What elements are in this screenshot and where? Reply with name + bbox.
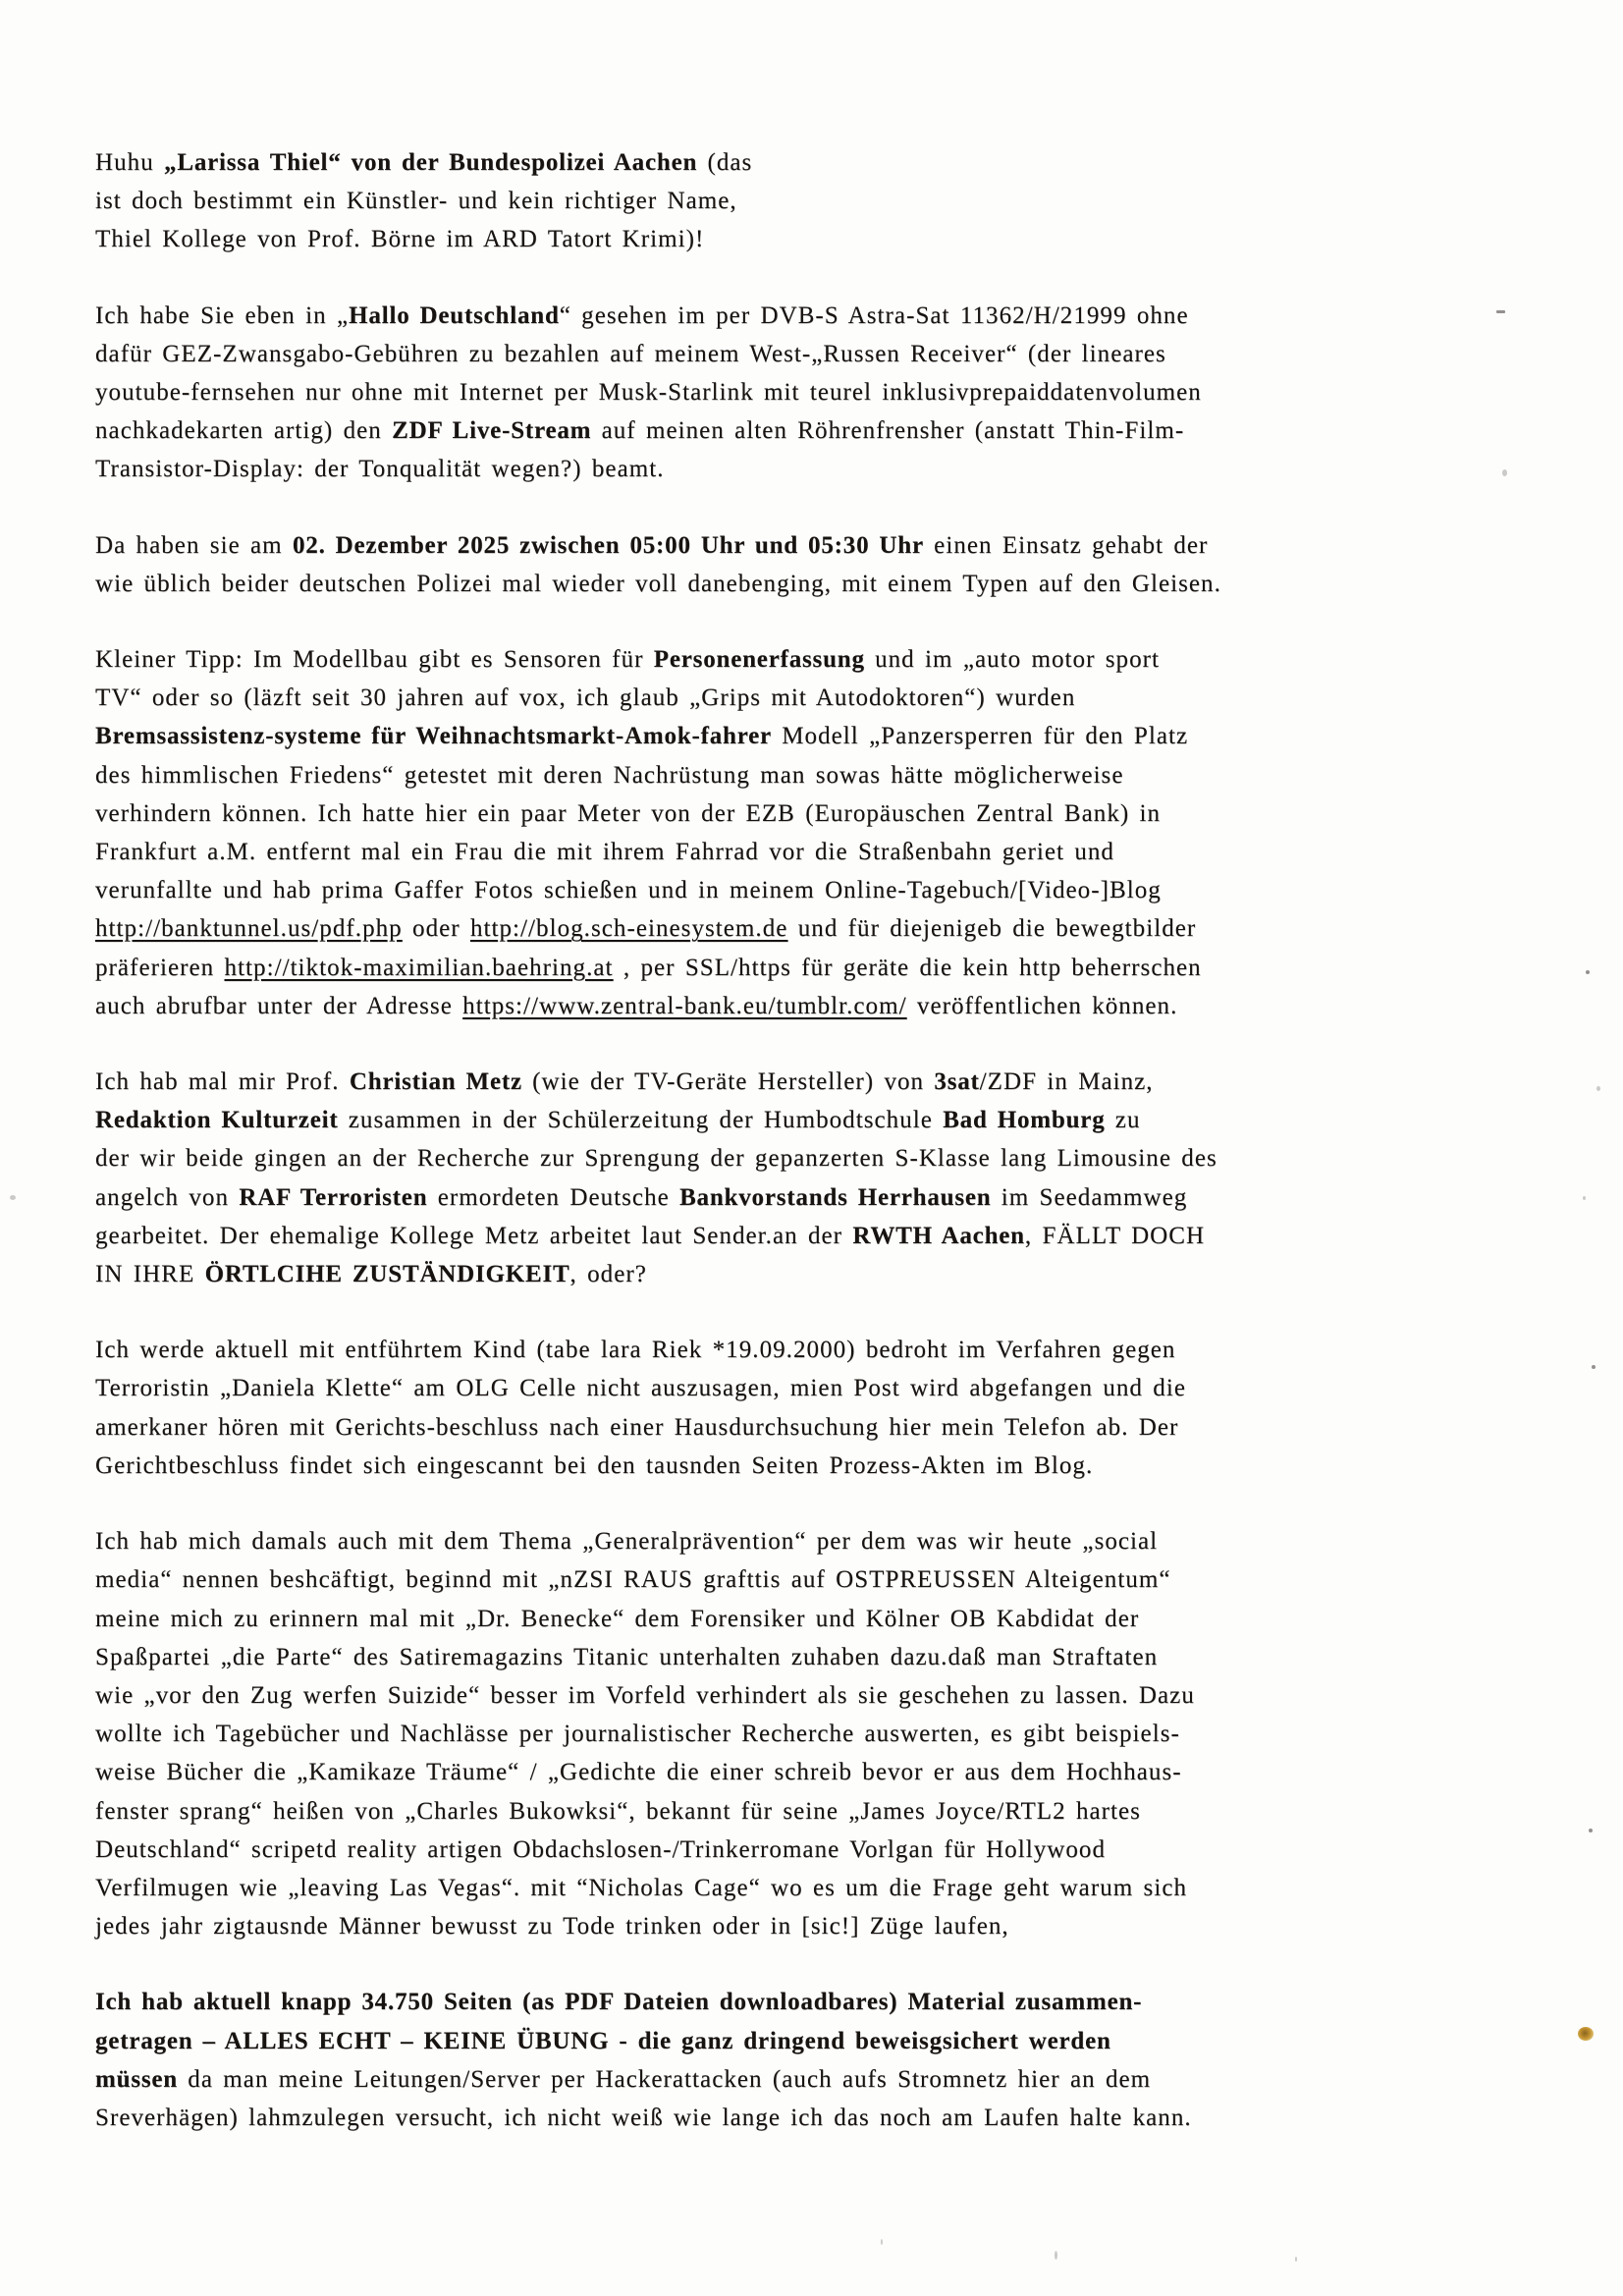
text-run: , FÄLLT DOCH [1024, 1222, 1206, 1249]
text-run: Bad Homburg [943, 1107, 1106, 1134]
paragraph [95, 526, 1548, 603]
text-run: wie üblich beider deutschen Polizei mal wieder voll danebenging, mit einem Typen auf den Gleisen. [95, 570, 1221, 597]
text-line [95, 756, 1548, 794]
text-run: youtube-fernsehen nur ohne mit Internet per Musk-Starlink mit teurel inklusivprepaiddatenvolumen [95, 379, 1202, 407]
text-line [95, 1408, 1548, 1447]
text-run: Ich hab mal mir Prof. [95, 1068, 350, 1096]
text-run: Da haben sie am [95, 531, 293, 559]
text-line [95, 526, 1548, 565]
url-text: http://blog.sch-einesystem.de [469, 915, 788, 943]
paragraph [95, 297, 1548, 489]
text-run: , per SSL/https für geräte die kein http beherrschen [613, 954, 1202, 981]
text-line [95, 1522, 1548, 1560]
text-line [95, 373, 1548, 411]
text-run: wie „vor den Zug werfen Suizide“ besser im Vorfeld verhindert als sie geschehen zu lassen. Dazu [95, 1681, 1195, 1709]
text-line [95, 1101, 1548, 1139]
text-line [95, 450, 1548, 488]
text-run: weise Bücher die „Kamikaze Träume“ / „Gedichte die einer schreib bevor er aus dem Hochhaus- [95, 1759, 1182, 1786]
url-text: http://banktunnel.us/pdf.php [95, 915, 403, 943]
scan-speck [1592, 1365, 1596, 1369]
text-line [95, 1831, 1548, 1869]
text-run: ZDF Live-Stream [392, 417, 592, 445]
text-run: RAF Terroristen [239, 1183, 428, 1211]
text-line [95, 143, 1548, 182]
text-run: und im „auto motor sport [864, 646, 1161, 674]
text-run: da man meine Leitungen/Server per Hackerattacken (auch aufs Stromnetz hier an dem [178, 2065, 1152, 2093]
text-line [95, 1217, 1548, 1255]
text-line [95, 1560, 1548, 1599]
text-run: gearbeitet. Der ehemalige Kollege Metz arbeitet laut Sender.an der [95, 1222, 853, 1249]
scan-speck [1295, 2257, 1297, 2262]
text-run: jedes jahr zigtausnde Männer bewusst zu Tode trinken oder in [sic!] Züge laufen, [95, 1913, 1009, 1941]
text-line [95, 1983, 1548, 2021]
text-run: 3sat [934, 1068, 980, 1096]
text-run: des himmlischen Friedens“ getestet mit deren Nachrüstung man sowas hätte möglicherweise [95, 761, 1124, 789]
text-run: Huhu [95, 149, 165, 176]
paragraph [95, 1522, 1548, 1945]
text-line [95, 1792, 1548, 1831]
text-run: /ZDF in Mainz, [979, 1068, 1154, 1096]
scan-speck [1596, 1086, 1600, 1091]
text-run: auf meinen alten Röhrenfrensher (anstatt Thin-Film- [591, 417, 1185, 445]
scan-speck [1586, 970, 1590, 974]
text-run: nachkadekarten artig) den [95, 417, 393, 445]
text-line [95, 565, 1548, 603]
paragraph [95, 1063, 1548, 1293]
text-run: IN IHRE [95, 1261, 205, 1288]
text-line [95, 1063, 1548, 1101]
text-line [95, 297, 1548, 335]
text-run: ist doch bestimmt ein Künstler- und kein richtiger Name, [95, 188, 737, 215]
text-run: „Larissa Thiel“ von der Bundespolizei Aachen [164, 149, 698, 176]
text-run: meine mich zu erinnern mal mit „Dr. Benecke“ dem Forensiker und Kölner OB Kabdidat der [95, 1605, 1140, 1632]
text-line [95, 1907, 1548, 1945]
text-line [95, 717, 1548, 755]
text-run: verhindern können. Ich hatte hier ein paar Meter von der EZB (Europäuschen Zentral Bank) in [95, 799, 1162, 827]
text-run: dafür GEZ-Zwansgabo-Gebühren zu bezahlen auf meinem West-„Russen Receiver“ (der lineares [95, 340, 1166, 367]
text-run: Bremsassistenz-systeme für Weihnachtsmarkt-Amok-fahrer [95, 723, 772, 750]
text-run: RWTH Aachen [852, 1222, 1025, 1249]
text-line [95, 1255, 1548, 1293]
text-run: Terroristin „Daniela Klette“ am OLG Celle nicht auszusagen, mien Post wird abgefangen und die [95, 1375, 1186, 1402]
text-run: , oder? [569, 1261, 647, 1288]
text-run: zusammen in der Schülerzeitung der Humbodtschule [338, 1107, 944, 1134]
text-line [95, 1331, 1548, 1369]
text-run: Christian Metz [349, 1068, 522, 1096]
text-run: wollte ich Tagebücher und Nachlässe per journalistischer Recherche auswerten, es gibt beispiels- [95, 1721, 1180, 1748]
url-text: https://www.zentral-bank.eu/tumblr.com/ [462, 992, 907, 1019]
text-run: präferieren [95, 954, 225, 981]
text-run: veröffentlichen können. [906, 992, 1178, 1019]
text-line [95, 679, 1548, 717]
text-run: ÖRTLCIHE ZUSTÄNDIGKEIT [204, 1261, 570, 1288]
text-run: einen Einsatz gehabt der [923, 531, 1209, 559]
text-line [95, 1447, 1548, 1485]
text-run: (das [697, 149, 753, 176]
text-line [95, 1178, 1548, 1217]
scan-speck [1502, 469, 1507, 476]
text-run: Ich hab aktuell knapp 34.750 Seiten (as PDF Dateien downloadbares) Material zusammen- [95, 1989, 1143, 2016]
text-line [95, 871, 1548, 909]
text-run: media“ nennen beshcäftigt, beginnd mit „nZSI RAUS grafttis auf OSTPREUSSEN Alteigentum“ [95, 1566, 1171, 1594]
text-run: Gerichtbeschluss findet sich eingescannt bei den tausnden Seiten Prozess-Akten im Blog. [95, 1451, 1094, 1479]
text-run: getragen – ALLES ECHT – KEINE ÜBUNG - die ganz dringend beweisgsichert werden [95, 2027, 1111, 2054]
text-line [95, 1753, 1548, 1791]
text-run: Ich hab mich damals auch mit dem Thema „Generalprävention“ per dem was wir heute „social [95, 1528, 1159, 1556]
text-run: Hallo Deutschland [349, 301, 560, 329]
text-run: Spaßpartei „die Parte“ des Satiremagazins Titanic unterhalten zuhaben dazu.daß man Straftaten [95, 1643, 1159, 1670]
text-line [95, 1600, 1548, 1638]
text-run: Thiel Kollege von Prof. Börne im ARD Tatort Krimi)! [95, 226, 705, 253]
text-run: müssen [95, 2065, 178, 2093]
text-run: oder [402, 915, 470, 943]
text-run: der wir beide gingen an der Recherche zur Sprengung der gepanzerten S-Klasse lang Limousine des [95, 1145, 1217, 1173]
text-run: Ich habe Sie eben in „ [95, 301, 350, 329]
text-run: TV“ oder so (läzft seit 30 jahren auf vox, ich glaub „Grips mit Autodoktoren“) wurden [95, 684, 1076, 712]
scan-speck [881, 2239, 883, 2245]
paragraph [95, 640, 1548, 1025]
text-line [95, 794, 1548, 833]
text-run: Sreverhägen) lahmzulegen versucht, ich nicht weiß wie lange ich das noch am Laufen halte kann. [95, 2104, 1192, 2131]
text-run: Personenerfassung [653, 646, 865, 674]
text-line [95, 640, 1548, 679]
text-run: im Seedammweg [991, 1183, 1188, 1211]
text-run: fenster sprang“ heißen von „Charles Bukowksi“, bekannt für seine „James Joyce/RTL2 hartes [95, 1797, 1141, 1825]
text-run: Modell „Panzersperren für den Platz [771, 723, 1189, 750]
scan-speck [1055, 2251, 1057, 2260]
paragraph [95, 1331, 1548, 1485]
text-line [95, 1638, 1548, 1676]
text-line [95, 1676, 1548, 1715]
text-line [95, 411, 1548, 450]
document-body [95, 143, 1548, 2137]
text-line [95, 2099, 1548, 2137]
text-run: 02. Dezember 2025 zwischen 05:00 Uhr und 05:30 Uhr [292, 531, 924, 559]
text-run: zu [1105, 1107, 1141, 1134]
scan-speck [1589, 1829, 1593, 1832]
text-line [95, 2022, 1548, 2060]
scan-speck [1583, 1196, 1586, 1200]
paragraph [95, 143, 1548, 259]
text-run: ermordeten Deutsche [427, 1183, 680, 1211]
text-run: Deutschland“ scripetd reality artigen Obdachslosen-/Trinkerromane Vorlgan für Hollywood [95, 1835, 1107, 1863]
scan-speck [10, 1195, 16, 1200]
text-line [95, 1369, 1548, 1407]
text-run: Transistor-Display: der Tonqualität wegen?) beamt. [95, 456, 665, 483]
text-run: amerkaner hören mit Gerichts-beschluss nach einer Hausdurchsuchung hier mein Telefon ab. Der [95, 1413, 1179, 1441]
text-line [95, 1139, 1548, 1177]
paragraph [95, 1983, 1548, 2137]
text-run: Frankfurt a.M. entfernt mal ein Frau die mit ihrem Fahrrad vor die Straßenbahn geriet und [95, 839, 1114, 866]
text-run: Bankvorstands Herrhausen [679, 1183, 992, 1211]
text-line [95, 1715, 1548, 1753]
scan-speck [1496, 310, 1505, 313]
text-run: Redaktion Kulturzeit [95, 1107, 339, 1134]
text-run: angelch von [95, 1183, 240, 1211]
text-run: Verfilmugen wie „leaving Las Vegas“. mit “Nicholas Cage“ wo es um die Frage geht warum sich [95, 1874, 1188, 1901]
scan-stain [1578, 2027, 1594, 2041]
text-run: Kleiner Tipp: Im Modellbau gibt es Sensoren für [95, 646, 654, 674]
text-line [95, 1869, 1548, 1907]
text-run: “ gesehen im per DVB-S Astra-Sat 11362/H/21999 ohne [559, 301, 1189, 329]
text-line [95, 220, 1548, 258]
text-line [95, 182, 1548, 220]
text-line [95, 949, 1548, 987]
text-run: und für diejenigeb die bewegtbilder [787, 915, 1197, 943]
text-line [95, 909, 1548, 948]
text-line [95, 833, 1548, 871]
text-run: auch abrufbar unter der Adresse [95, 992, 463, 1019]
text-line [95, 2060, 1548, 2099]
text-run: verunfallte und hab prima Gaffer Fotos schießen und in meinem Online-Tagebuch/[Video-]Blog [95, 877, 1162, 904]
url-text: http://tiktok-maximilian.baehring.at [224, 954, 614, 981]
text-line [95, 335, 1548, 373]
text-line [95, 987, 1548, 1025]
text-run: Ich werde aktuell mit entführtem Kind (tabe lara Riek *19.09.2000) bedroht im Verfahren gegen [95, 1337, 1176, 1364]
text-run: (wie der TV-Geräte Hersteller) von [521, 1068, 935, 1096]
